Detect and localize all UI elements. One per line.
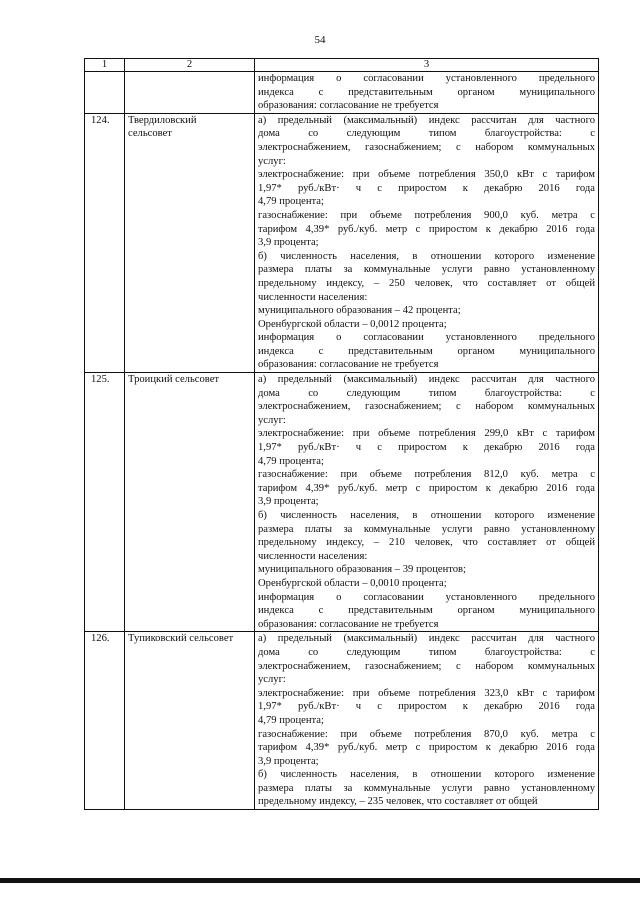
text-line: а) предельный (максимальный) индекс рассчитан для частного [258, 633, 595, 645]
text-line: дома со следующим типом благоустройства: с [258, 387, 595, 399]
settlement-cell [125, 373, 255, 632]
table-row [85, 632, 599, 810]
text-line: предельному индексу, – 250 человек, что составляет от общей [258, 277, 595, 289]
row-number-cell: 124. [85, 113, 125, 372]
text-line: 1,97* руб./кВт· ч с приростом к декабрю 2016 года [258, 182, 595, 194]
text-line: информация о согласовании установленного предельного [258, 591, 595, 603]
settlement-name-line: Тупиковский сельсовет [128, 633, 234, 645]
row-number-cell: 125. [85, 373, 125, 632]
text-line: а) предельный (максимальный) индекс рассчитан для частного [258, 114, 595, 126]
index-table [84, 58, 599, 810]
text-line: б) численность населения, в отношении которого изменение [258, 769, 595, 781]
text-line: 3,9 процента; [258, 237, 319, 249]
row-number-cell [85, 72, 125, 114]
text-line: индекса с представительным органом муниципального [258, 605, 595, 617]
text-line: 1,97* руб./кВт· ч с приростом к декабрю 2016 года [258, 701, 595, 713]
bottom-rule [0, 878, 640, 883]
text-line: услуг: [258, 414, 286, 426]
text-line: дома со следующим типом благоустройства: с [258, 128, 595, 140]
text-line: а) предельный (максимальный) индекс рассчитан для частного [258, 374, 595, 386]
text-line: электроснабжением, газоснабжением; с набором коммунальных [258, 141, 595, 153]
text-line: 4,79 процента; [258, 196, 324, 208]
column-header-3: 3 [255, 59, 599, 72]
text-line: образования: согласование не требуется [258, 100, 439, 112]
text-line: газоснабжение: при объеме потребления 900,0 куб. метра с [258, 209, 595, 221]
text-line: электроснабжением, газоснабжением; с набором коммунальных [258, 401, 595, 413]
text-line: индекса с представительным органом муниципального [258, 86, 595, 98]
text-line: предельному индексу, – 210 человек, что составляет от общей [258, 537, 595, 549]
text-line: образования: согласование не требуется [258, 618, 439, 630]
table-row [85, 113, 599, 372]
text-line: муниципального образования – 39 процентов; [258, 564, 467, 576]
text-line: размера платы за коммунальные услуги равно установленному [258, 264, 595, 276]
text-line: б) численность населения, в отношении которого изменение [258, 250, 595, 262]
page-number: 54 [314, 34, 326, 46]
settlement-name-line: Троицкий сельсовет [128, 374, 220, 386]
settlement-name-line: сельсовет [128, 128, 172, 140]
text-line: муниципального образования – 42 процента; [258, 305, 461, 317]
text-line: предельному индексу, – 235 человек, что составляет от общей [258, 796, 538, 808]
text-line: индекса с представительным органом муниципального [258, 345, 595, 357]
text-line: 4,79 процента; [258, 455, 324, 467]
text-line: газоснабжение: при объеме потребления 870,0 куб. метра с [258, 728, 595, 740]
text-line: газоснабжение: при объеме потребления 812,0 куб. метра с [258, 469, 595, 481]
text-line: б) численность населения, в отношении которого изменение [258, 510, 595, 521]
text-line: численности населения: [258, 550, 368, 562]
text-line: электроснабжение: при объеме потребления 323,0 кВт с тарифом [258, 687, 595, 699]
settlement-cell [125, 632, 255, 810]
text-line: дома со следующим типом благоустройства: с [258, 646, 595, 658]
settlement-cell [125, 72, 255, 114]
table-header-row [85, 59, 599, 72]
table-row [85, 373, 599, 632]
text-line: услуг: [258, 674, 286, 686]
text-line: 3,9 процента; [258, 496, 319, 508]
text-line: электроснабжение: при объеме потребления 299,0 кВт с тарифом [258, 428, 595, 440]
settlement-cell [125, 113, 255, 372]
text-line: численности населения: [258, 291, 368, 303]
text-line: информация о согласовании установленного предельного [258, 73, 595, 84]
text-line: образования: согласование не требуется [258, 359, 439, 371]
text-line: размера платы за коммунальные услуги равно установленному [258, 782, 595, 794]
text-line: 4,79 процента; [258, 714, 324, 726]
text-line: 3,9 процента; [258, 755, 319, 767]
description-cell [255, 72, 599, 114]
text-line: электроснабжением, газоснабжением; с набором коммунальных [258, 660, 595, 672]
text-line: 1,97* руб./кВт· ч с приростом к декабрю 2016 года [258, 442, 595, 454]
settlement-name-line: Твердиловский [128, 114, 197, 126]
description-cell [255, 373, 599, 632]
text-line: тарифом 4,39* руб./куб. метр с приростом к декабрю 2016 года [258, 742, 595, 754]
description-cell [255, 113, 599, 372]
text-line: Оренбургской области – 0,0012 процента; [258, 318, 447, 330]
text-line: размера платы за коммунальные услуги равно установленному [258, 523, 595, 535]
description-cell [255, 632, 599, 810]
text-line: информация о согласовании установленного предельного [258, 332, 595, 344]
continuation-row [85, 72, 599, 114]
text-line: тарифом 4,39* руб./куб. метр с приростом к декабрю 2016 года [258, 223, 595, 235]
text-line: электроснабжение: при объеме потребления 350,0 кВт с тарифом [258, 169, 595, 181]
column-header-1: 1 [85, 59, 125, 72]
text-line: тарифом 4,39* руб./куб. метр с приростом к декабрю 2016 года [258, 482, 595, 494]
text-line: услуг: [258, 155, 286, 167]
row-number-cell: 126. [85, 632, 125, 810]
text-line: Оренбургской области – 0,0010 процента; [258, 577, 447, 589]
column-header-2: 2 [125, 59, 255, 72]
